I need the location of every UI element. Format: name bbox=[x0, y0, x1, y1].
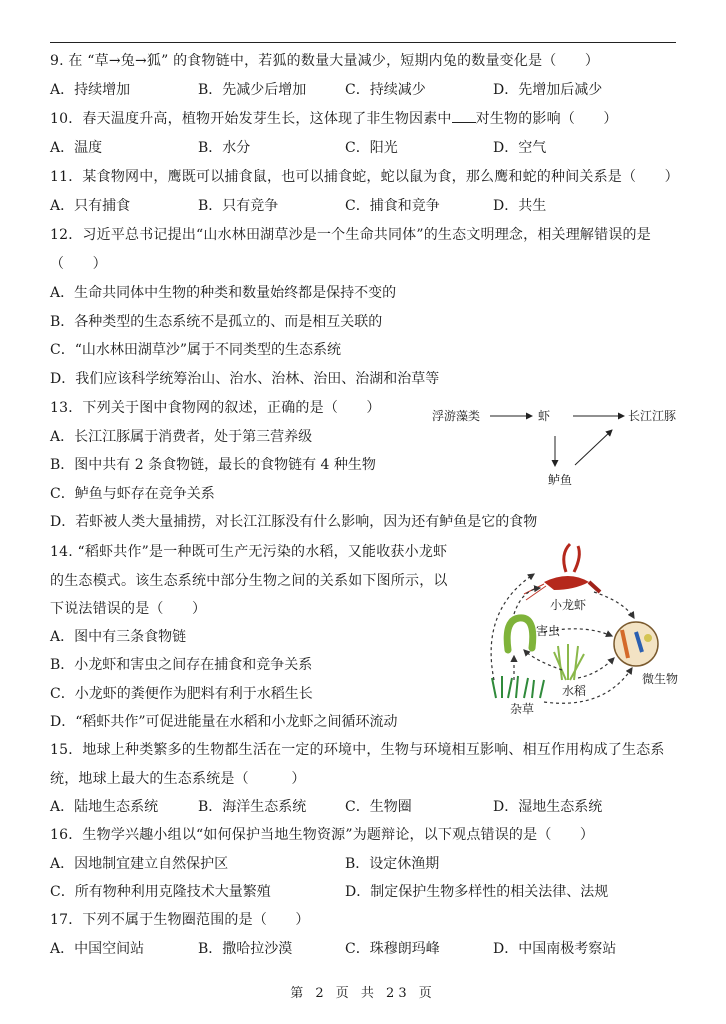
q13-option-a: A．长江江豚属于消费者，处于第三营养级 bbox=[50, 429, 313, 445]
q17-option-b: B．撒哈拉沙漠 bbox=[198, 941, 293, 957]
q15-option-c: C．生物圈 bbox=[345, 799, 412, 815]
q13-option-d: D．若虾被人类大量捕捞，对长江江豚没有什么影响，因为还有鲈鱼是它的食物 bbox=[50, 514, 538, 530]
q14-rice-shrimp-diagram bbox=[474, 540, 690, 716]
q9-option-d: D．先增加后减少 bbox=[493, 82, 603, 98]
question-15-stem-line2: 统，地球上最大的生态系统是（ ） bbox=[50, 771, 306, 787]
question-15-stem-line1: 15．地球上种类繁多的生物都生活在一定的环境中，生物与环境相互影响、相互作用构成了生态系 bbox=[50, 742, 665, 758]
q14-option-b: B．小龙虾和害虫之间存在捕食和竞争关系 bbox=[50, 657, 313, 673]
q15-option-b: B．海洋生态系统 bbox=[198, 799, 307, 815]
q10-stem-after: 对生物的影响（ ） bbox=[475, 111, 618, 127]
question-13-stem: 13．下列关于图中食物网的叙述，正确的是（ ） bbox=[50, 400, 381, 416]
node-plankton: 浮游藻类 bbox=[432, 409, 481, 423]
node-finless-porpoise: 长江江豚 bbox=[628, 409, 677, 423]
q12-option-d: D．我们应该科学统筹治山、治水、治林、治田、治湖和治草等 bbox=[50, 371, 440, 387]
question-14-stem-line1: 14. “稻虾共作”是一种既可生产无污染的水稻，又能收获小龙虾 bbox=[50, 544, 448, 560]
q16-option-d: D．制定保护生物多样性的相关法律、法规 bbox=[345, 884, 609, 900]
question-14-stem-line3: 下说法错误的是（ ） bbox=[50, 601, 207, 617]
node-shrimp: 虾 bbox=[538, 409, 551, 423]
q17-option-c: C．珠穆朗玛峰 bbox=[345, 941, 440, 957]
q10-option-c: C．阳光 bbox=[345, 140, 398, 156]
label-rice: 水稻 bbox=[562, 684, 587, 698]
crayfish-icon bbox=[524, 544, 600, 600]
microorganism-icon bbox=[614, 622, 658, 666]
label-weeds: 杂草 bbox=[510, 702, 535, 716]
q10-option-b: B．水分 bbox=[198, 140, 251, 156]
label-crayfish: 小龙虾 bbox=[550, 598, 587, 612]
label-pest: 害虫 bbox=[536, 624, 561, 638]
question-9-stem: 9. 在 “草→兔→狐” 的食物链中，若狐的数量大量减少，短期内兔的数量变化是（ ） bbox=[50, 53, 600, 69]
question-11-stem: 11．某食物网中，鹰既可以捕食鼠，也可以捕食蛇，蛇以鼠为食，那么鹰和蛇的种间关系是（ ） bbox=[50, 169, 679, 185]
q15-option-a: A．陆地生态系统 bbox=[50, 799, 159, 815]
question-14-stem-line2: 的生态模式。该生态系统中部分生物之间的关系如下图所示，以 bbox=[50, 573, 448, 589]
question-12-stem-line2: （ ） bbox=[50, 256, 107, 272]
q9-option-a: A．持续增加 bbox=[50, 82, 131, 98]
q14-option-c: C．小龙虾的粪便作为肥料有利于水稻生长 bbox=[50, 686, 313, 702]
q14-option-a: A．图中有三条食物链 bbox=[50, 629, 187, 645]
q13-option-c: C．鲈鱼与虾存在竞争关系 bbox=[50, 486, 215, 502]
pest-worm-icon bbox=[507, 618, 533, 650]
q11-option-a: A．只有捕食 bbox=[50, 198, 131, 214]
q13-option-b: B．图中共有 2 条食物链，最长的食物链有 4 种生物 bbox=[50, 457, 376, 473]
q16-option-b: B．设定休渔期 bbox=[345, 856, 440, 872]
q10-option-a: A．温度 bbox=[50, 140, 103, 156]
q12-option-c: C．“山水林田湖草沙”属于不同类型的生态系统 bbox=[50, 342, 342, 358]
weeds-icon bbox=[492, 676, 544, 698]
question-17-stem: 17．下列不属于生物圈范围的是（ ） bbox=[50, 912, 310, 928]
q10-option-d: D．空气 bbox=[493, 140, 547, 156]
q12-option-a: A．生命共同体中生物的种类和数量始终都是保持不变的 bbox=[50, 285, 397, 301]
label-microorganism: 微生物 bbox=[642, 672, 679, 686]
q16-option-c: C．所有物种利用克隆技术大量繁殖 bbox=[50, 884, 271, 900]
q17-option-a: A．中国空间站 bbox=[50, 941, 145, 957]
q11-option-d: D．共生 bbox=[493, 198, 547, 214]
q17-option-d: D．中国南极考察站 bbox=[493, 941, 617, 957]
q14-option-d: D．“稻虾共作”可促进能量在水稻和小龙虾之间循环流动 bbox=[50, 714, 398, 730]
q11-option-b: B．只有竞争 bbox=[198, 198, 279, 214]
q16-option-a: A．因地制宜建立自然保护区 bbox=[50, 856, 229, 872]
page-footer: 第 2 页 共 23 页 bbox=[290, 986, 436, 1001]
question-12-stem-line1: 12．习近平总书记提出“山水林田湖草沙是一个生命共同体”的生态文明理念，相关理解错误的是 bbox=[50, 227, 651, 243]
node-perch: 鲈鱼 bbox=[548, 473, 573, 487]
q10-stem-before: 10．春天温度升高，植物开始发芽生长，这体现了非生物因素中 bbox=[50, 111, 452, 127]
q12-option-b: B．各种类型的生态系统不是孤立的、而是相互关联的 bbox=[50, 314, 383, 330]
q9-option-b: B．先减少后增加 bbox=[198, 82, 307, 98]
question-16-stem: 16．生物学兴趣小组以“如何保护当地生物资源”为题辩论，以下观点错误的是（ ） bbox=[50, 827, 595, 843]
q15-option-d: D．湿地生态系统 bbox=[493, 799, 603, 815]
rice-plant-icon bbox=[554, 644, 584, 680]
q11-option-c: C．捕食和竞争 bbox=[345, 198, 440, 214]
q9-option-c: C．持续减少 bbox=[345, 82, 426, 98]
